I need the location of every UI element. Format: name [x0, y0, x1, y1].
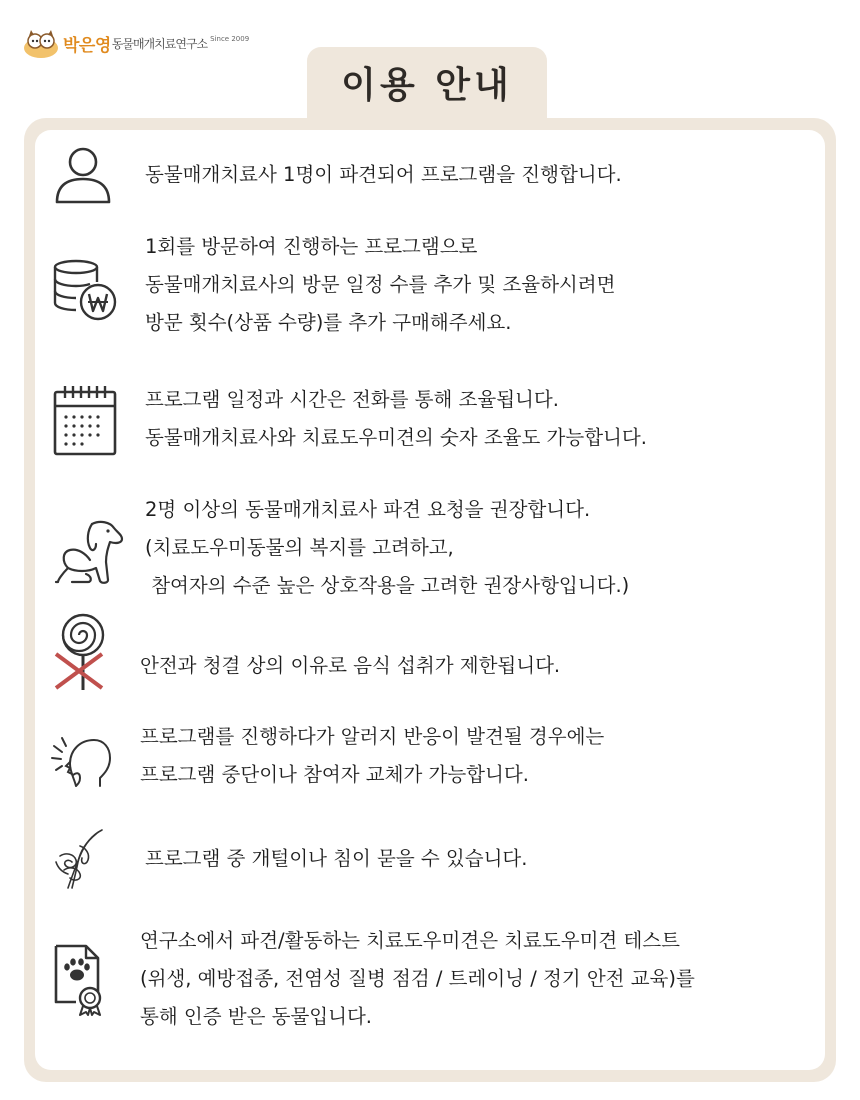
sneeze-icon	[50, 728, 112, 788]
item-line: 프로그램를 진행하다가 알러지 반응이 발견될 경우에는	[140, 725, 605, 748]
item-line: 연구소에서 파견/활동하는 치료도우미견은 치료도우미견 테스트	[140, 929, 680, 952]
item-line: 1회를 방문하여 진행하는 프로그램으로	[145, 235, 478, 258]
item-line: 안전과 청결 상의 이유로 음식 섭취가 제한됩니다.	[140, 654, 561, 677]
hair-icon	[50, 826, 110, 892]
item-line: (치료도우미동물의 복지를 고려하고,	[145, 536, 454, 559]
item-line: 참여자의 수준 높은 상호작용을 고려한 권장사항입니다.)	[145, 574, 630, 597]
no-food-icon	[50, 610, 112, 692]
item-text	[145, 840, 527, 878]
item-text	[145, 491, 629, 605]
logo-since: Since 2009	[210, 35, 250, 43]
item-line: 프로그램 중단이나 참여자 교체가 가능합니다.	[140, 763, 529, 786]
page-title: 이용 안내	[341, 65, 513, 106]
logo-mark-icon	[22, 26, 60, 60]
item-line: (위생, 예방접종, 전염성 질병 점검 / 트레이닝 / 정기 안전 교육)를	[140, 967, 695, 990]
logo-subtitle: 동물매개치료연구소	[111, 36, 208, 51]
item-line: 2명 이상의 동물매개치료사 파견 요청을 권장합니다.	[145, 498, 591, 521]
item-line: 동물매개치료사 1명이 파견되어 프로그램을 진행합니다.	[145, 163, 622, 186]
dog-icon	[52, 518, 126, 586]
calendar-icon	[52, 384, 118, 456]
item-line: 프로그램 중 개털이나 침이 묻을 수 있습니다.	[145, 847, 528, 870]
item-text	[145, 228, 615, 342]
certificate-icon	[50, 942, 112, 1016]
coins-won-icon	[52, 258, 118, 322]
item-text	[140, 922, 695, 1036]
item-line: 동물매개치료사의 방문 일정 수를 추가 및 조율하시려면	[145, 273, 616, 296]
person-icon	[52, 146, 114, 204]
logo	[22, 26, 249, 60]
item-line: 통해 인증 받은 동물입니다.	[140, 1005, 373, 1028]
item-text	[145, 156, 622, 194]
item-line: 동물매개치료사와 치료도우미견의 숫자 조율도 가능합니다.	[145, 426, 647, 449]
item-line: 프로그램 일정과 시간은 전화를 통해 조율됩니다.	[145, 388, 559, 411]
item-line: 방문 횟수(상품 수량)를 추가 구매해주세요.	[145, 311, 512, 334]
item-text	[140, 718, 604, 794]
item-text	[140, 647, 560, 685]
item-text	[145, 381, 647, 457]
logo-name: 박은영	[63, 35, 111, 56]
